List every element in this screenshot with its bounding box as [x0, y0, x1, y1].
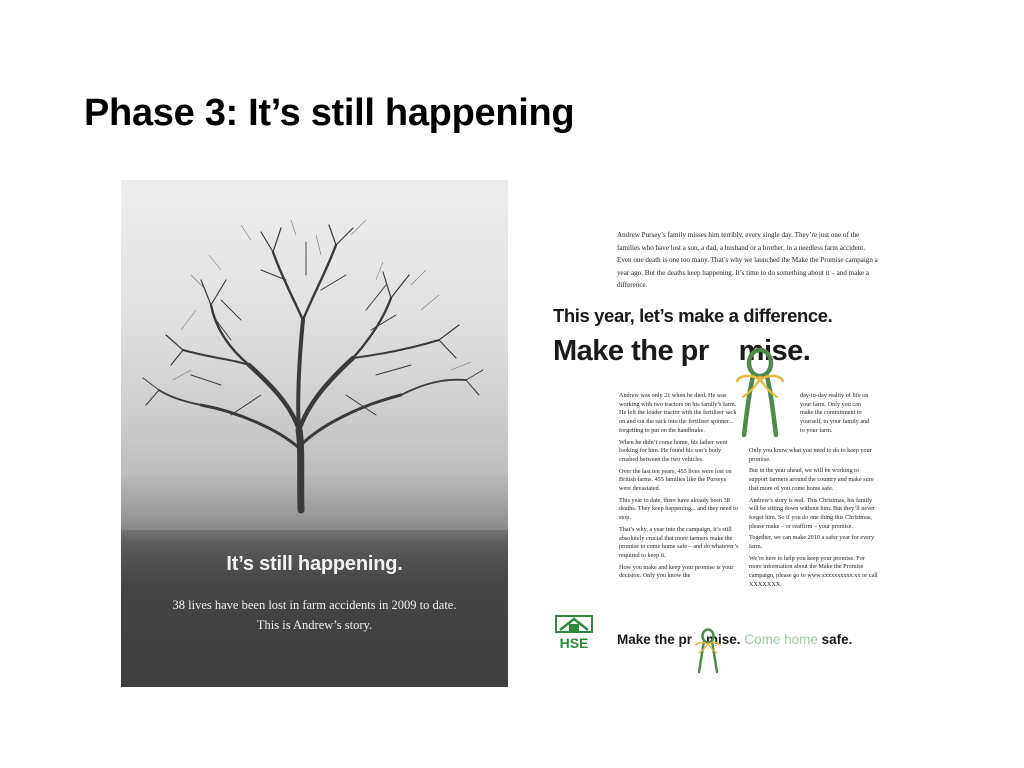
body-paragraph: Over the last ten years, 455 lives were lost on British farms. 455 families like the Purseys were devastated. — [619, 467, 732, 493]
hse-logo-text: HSE — [559, 635, 589, 651]
promise-ribbon-icon — [735, 343, 785, 443]
body-column-b — [800, 392, 872, 439]
footer-come-home: Come home — [744, 632, 818, 647]
intro-paragraph: Andrew Pursey’s family misses him terribly, every single day. They’re just one of the families who have lost a son, a dad, a husband or a brother, in a needless farm accident. Even one death is one too many. That’s why we launched the Make the Promise campaign a year ago. But the deaths keep happening. It’s time to do something about it – and make a difference. — [617, 231, 878, 290]
slide-title: Phase 3: It’s still happening — [84, 92, 575, 134]
body-paragraph: Andrew’s story is real. This Christmas, his family will be sitting down without him. But they’ll never forget him. So if you do one thing this Christmas, please make – or reaffirm – your promise. — [749, 496, 875, 530]
poster-make-the-promise — [540, 215, 885, 685]
body-paragraph: How you make and keep your promise is your decision. Only you know the — [619, 563, 734, 580]
body-paragraph: That’s why, a year into the campaign, it’s still absolutely crucial that more farmers make the promise to come home safe – and do whatever’s required to keep it. — [619, 525, 739, 559]
promise-headline-1: This year, let’s make a difference. — [553, 305, 833, 326]
poster-subline-1: 38 lives have been lost in farm accidents in 2009 to date. — [172, 598, 457, 612]
hse-logo — [555, 615, 593, 651]
body-paragraph: We’re here to help you keep your promise. For more information about the Make the Promise campaign, please go to www.xxxxxxxxxx.xx or call XXXXXXX. — [749, 554, 878, 588]
body-paragraph: Andrew was only 21 when he died. He was working with two tractors on his family’s farm. He left the loader tractor with the fertiliser sack on and cut the sack into the fertiliser spinner... forgetting to put on the handbrake. — [619, 392, 737, 434]
footer-start: Make the pr — [617, 632, 693, 647]
body-column-a — [619, 392, 739, 584]
footer-ribbon-icon — [695, 626, 721, 676]
footer-safe: safe. — [821, 632, 853, 647]
body-paragraph: This year to date, there have already been 38 deaths. They keep happening... and they need to stop. — [619, 496, 738, 522]
body-paragraph: Together, we can make 2010 a safer year for every farm. — [749, 534, 875, 551]
footer-tagline — [617, 632, 852, 647]
poster-foggy-tree — [121, 180, 508, 687]
footer-end: mise. — [706, 632, 741, 647]
body-paragraph: Only you know what you need to do to keep your promise. — [749, 447, 872, 463]
poster-subline-2: This is Andrew’s story. — [256, 618, 373, 632]
body-paragraph: day-to-day reality of life on your farm. Only you can make the commitment to yourself, to your family and to your farm. — [800, 392, 870, 434]
body-paragraph: But in the year ahead, we will be working to support farmers around the country and make sure that more of you come home safe. — [749, 467, 874, 492]
poster-headline: It’s still happening. — [226, 553, 403, 575]
headline-2-start: Make the pr — [553, 335, 709, 367]
body-paragraph: When he didn’t come home, his father went looking for him. He found his son’s body crushed between the two vehicles. — [619, 438, 728, 463]
body-column-c — [749, 447, 879, 593]
headline-2-end: mise. — [738, 335, 811, 367]
